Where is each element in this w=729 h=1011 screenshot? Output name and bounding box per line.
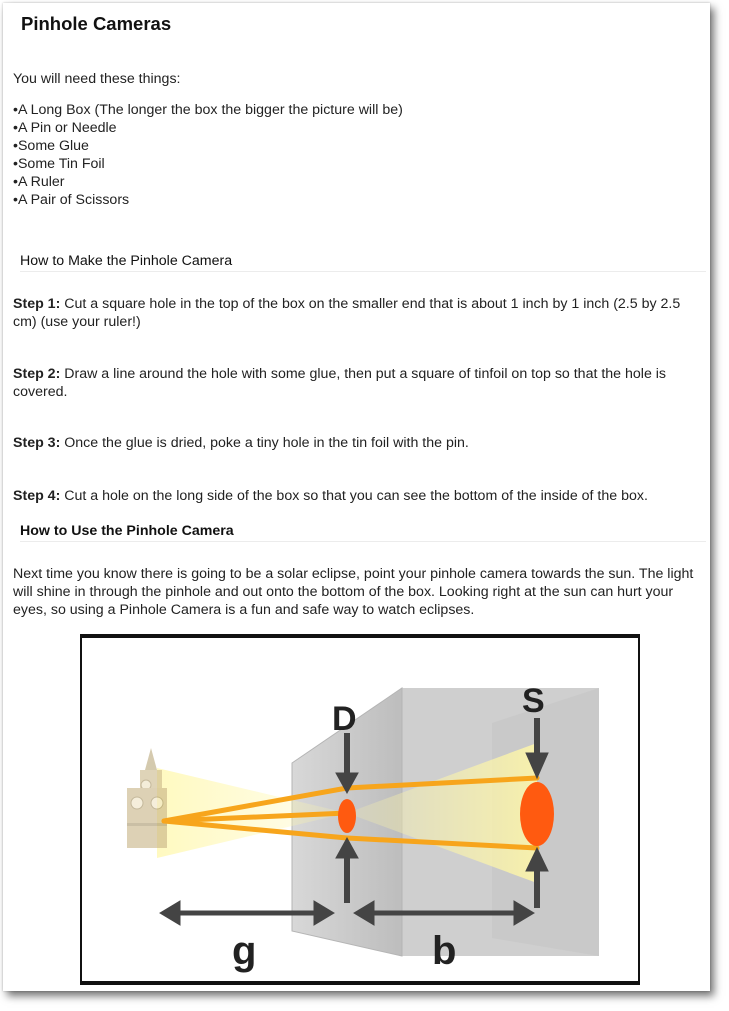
step-text: Cut a hole on the long side of the box so that you can see the bottom of the inside of the box.: [60, 488, 648, 504]
step-text: Once the glue is dried, poke a tiny hole in the tin foil with the pin.: [60, 435, 469, 451]
label-g: g: [232, 929, 257, 973]
step-4: [13, 487, 703, 505]
material-text: Some Glue: [17, 138, 89, 154]
material-text: A Pair of Scissors: [17, 192, 130, 208]
use-paragraph: Next time you know there is going to be a solar eclipse, point your pinhole camera towards the sun. The light will shine in through the pinhole and out onto the bottom of the box. Looking right at the sun can hurt your eyes, so using a Pinhole Camera is a fun and safe way to watch eclipses.: [13, 566, 694, 618]
pinhole-image: [338, 799, 356, 833]
pinhole-diagram: [80, 634, 640, 985]
step-label: Step 2:: [13, 366, 61, 382]
document-page: [3, 3, 710, 991]
label-d: D: [332, 700, 357, 738]
clock-tower-icon: [127, 748, 167, 848]
pinhole-diagram-illustration: [82, 638, 638, 981]
step-label: Step 4:: [13, 488, 61, 504]
materials-intro: You will need these things:: [13, 71, 181, 87]
list-item: [13, 119, 403, 137]
list-item: [13, 191, 403, 209]
list-item: [13, 173, 403, 191]
label-b: b: [432, 929, 457, 973]
material-text: A Long Box (The longer the box the bigger the picture will be): [17, 102, 403, 118]
label-s: S: [522, 682, 545, 720]
step-label: Step 1:: [13, 296, 61, 312]
materials-list: [13, 101, 403, 209]
list-item: [13, 137, 403, 155]
use-section-heading: How to Use the Pinhole Camera: [20, 522, 706, 542]
step-2: [13, 365, 703, 401]
step-3: [13, 434, 703, 452]
material-text: A Ruler: [17, 174, 65, 190]
material-text: Some Tin Foil: [17, 156, 105, 172]
step-label: Step 3:: [13, 435, 61, 451]
page-title: Pinhole Cameras: [21, 13, 172, 34]
list-item: [13, 155, 403, 173]
make-section-heading: How to Make the Pinhole Camera: [20, 252, 706, 272]
material-text: A Pin or Needle: [17, 120, 117, 136]
step-text: Cut a square hole in the top of the box on the smaller end that is about 1 inch by 1 inch (2.5 by 2.5 cm) (use your ruler!): [13, 296, 681, 330]
step-1: [13, 295, 703, 331]
projected-image: [520, 782, 554, 846]
step-text: Draw a line around the hole with some glue, then put a square of tinfoil on top so that the hole is covered.: [13, 366, 667, 400]
list-item: [13, 101, 403, 119]
